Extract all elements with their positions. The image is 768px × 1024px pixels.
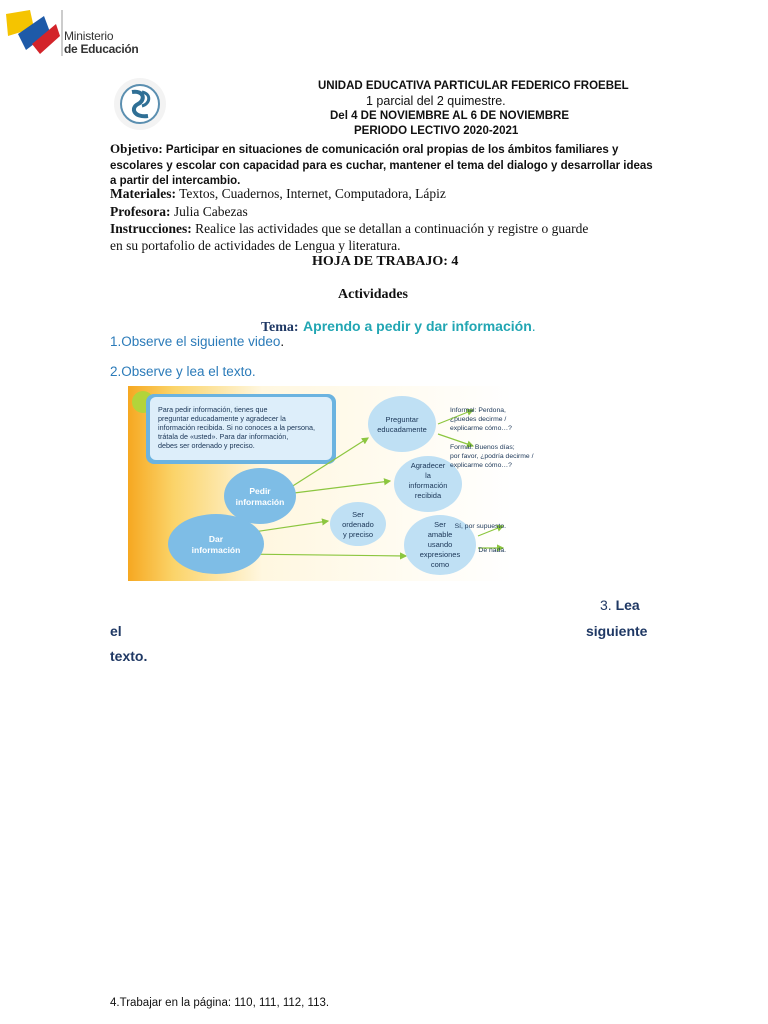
agradecer-label2: la (425, 471, 431, 480)
topic-label: Tema: (261, 320, 299, 335)
formal-line1: Formal: Buenos días; (450, 444, 515, 451)
school-seal-logo (110, 78, 170, 134)
materials-label: Materiales: (110, 186, 176, 201)
pedir-label1: Pedir (249, 486, 271, 496)
objective-line3: a partir del intercambio. (110, 175, 241, 187)
objective-block (110, 141, 670, 190)
ordenado-label1: Ser (352, 510, 364, 519)
date-range: Del 4 DE NOVIEMBRE AL 6 DE NOVIEMBRE (330, 110, 569, 122)
activities-title: Actividades (338, 287, 408, 302)
informal-line2: ¿puedes decirme / (450, 416, 507, 423)
dar-label2: información (191, 545, 241, 555)
preguntar-label2: educadamente (377, 425, 427, 434)
teacher-name: Julia Cabezas (170, 204, 248, 219)
ministry-name-line1: Ministerio (64, 29, 114, 43)
step-3-word-texto: texto. (110, 648, 148, 664)
formal-line3: explicarme cómo…? (450, 462, 512, 469)
informal-line3: explicarme cómo…? (450, 425, 512, 432)
topic-text: Aprendo a pedir y dar información (303, 318, 532, 334)
objective-line2: escolares y escolar con capacidad para es cuchar, mantener el tema del dialogo y desarrollar ideas (110, 159, 653, 172)
intro-line1: Para pedir información, tienes que (158, 405, 268, 414)
reply-si: Sí, por supuesto. (454, 523, 506, 530)
partial-label: 1 parcial del 2 quimestre. (366, 94, 506, 108)
intro-line2: preguntar educadamente y agradecer la (158, 414, 286, 423)
ordenado-label2: ordenado (342, 520, 374, 529)
information-diagram (128, 386, 534, 581)
teacher-label: Profesora: (110, 204, 171, 219)
materials-text: Textos, Cuadernos, Internet, Computadora, Lápiz (175, 186, 446, 201)
instructions-line1 (110, 220, 670, 237)
intro-line5: debes ser ordenado y preciso. (158, 441, 255, 450)
objective-text1: Participar en situaciones de comunicación oral propias de los ámbitos familiares y (162, 144, 619, 156)
amable-label1: Ser (434, 520, 446, 529)
bubble-preguntar (368, 396, 436, 452)
objective-line1 (110, 141, 670, 159)
reply-nada: De nada. (478, 547, 506, 554)
instructions-label: Instrucciones: (110, 221, 192, 236)
instructions-block (110, 220, 670, 254)
amable-label3: usando (427, 540, 453, 549)
step-3-number: 3. (600, 597, 612, 613)
step-3-word-el: el (110, 623, 122, 639)
step-2: 2.Observe y lea el texto. (110, 364, 256, 379)
topic-period: . (531, 318, 536, 334)
agradecer-label4: recibida (414, 491, 442, 500)
ministry-name-line2: de Educación (64, 42, 139, 56)
intro-line3: información recibida. Si no conoces a la persona, (158, 423, 316, 432)
worksheet-title: HOJA DE TRABAJO: 4 (312, 254, 459, 269)
topic-line (261, 318, 536, 336)
intro-line4: trátala de «usted». Para dar información, (158, 432, 289, 441)
objective-label: Objetivo: (110, 141, 163, 156)
step-4: 4.Trabajar en la página: 110, 111, 112, 113. (110, 997, 330, 1009)
formal-line2: por favor, ¿podría decirme / (450, 453, 534, 460)
preguntar-label1: Preguntar (385, 415, 419, 424)
step-3-word-lea: Lea (615, 597, 640, 613)
dar-label1: Dar (208, 534, 224, 544)
step-1-text: 1.Observe el siguiente video (110, 334, 281, 349)
school-period: PERIODO LECTIVO 2020-2021 (354, 125, 519, 137)
amable-label2: amable (427, 530, 453, 539)
agradecer-label1: Agradecer (410, 461, 446, 470)
informal-line1: Informal: Perdona, (450, 407, 506, 414)
ordenado-label3: y preciso (342, 530, 374, 539)
pedir-label2: información (235, 497, 285, 507)
step-1 (110, 334, 284, 349)
step-1-dot: . (280, 334, 285, 349)
materials-line (110, 186, 446, 202)
instructions-text2: en su portafolio de actividades de Lengua y literatura. (110, 238, 401, 253)
instructions-text1: Realice las actividades que se detallan a continuación y registre o guarde (191, 221, 589, 236)
bubble-pedir (224, 468, 296, 524)
bubble-dar (168, 514, 264, 574)
amable-label5: como (430, 560, 450, 569)
amable-label4: expresiones (419, 550, 461, 559)
agradecer-label3: información (408, 481, 448, 490)
step-3-number-and-word (600, 597, 640, 613)
school-name: UNIDAD EDUCATIVA PARTICULAR FEDERICO FROEBEL (318, 80, 629, 92)
step-3-word-siguiente: siguiente (586, 623, 648, 639)
teacher-line (110, 204, 248, 220)
